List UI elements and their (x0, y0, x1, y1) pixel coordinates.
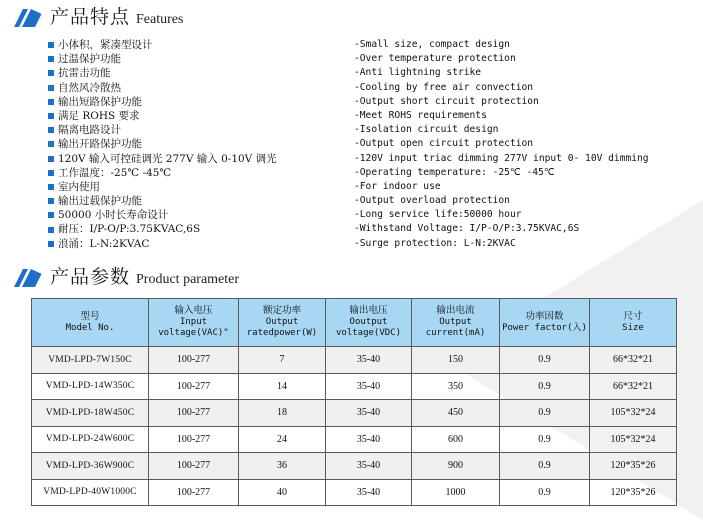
table-cell: 35-40 (326, 426, 412, 453)
table-cell: 150 (412, 347, 500, 374)
brand-logo-icon (14, 9, 44, 27)
table-cell: 35-40 (326, 347, 412, 374)
square-bullet-icon (48, 212, 54, 218)
table-row (32, 426, 677, 453)
table-cell: 0.9 (500, 479, 590, 506)
square-bullet-icon (48, 99, 54, 105)
square-bullet-icon (48, 85, 54, 91)
table-cell: 0.9 (500, 373, 590, 400)
table-cell: 100-277 (149, 373, 239, 400)
table-row (32, 453, 677, 480)
features-list-en (354, 38, 649, 251)
feature-item-en: -For indoor use (354, 180, 441, 192)
feature-item-en: -Output short circuit protection (354, 95, 539, 107)
feature-text-cn: 自然风冷散热 (58, 81, 121, 94)
column-header (239, 299, 326, 347)
params-title-en: Product parameter (136, 272, 240, 287)
column-header-en: Ooutput voltage(VDC) (335, 316, 402, 339)
table-cell: 600 (412, 426, 500, 453)
column-header-cn: 输出电流 (436, 305, 475, 317)
feature-item-en: -Over temperature protection (354, 53, 516, 65)
table-cell: 35-40 (326, 453, 412, 480)
table-cell: 350 (412, 373, 500, 400)
feature-item-en: -Meet ROHS requirements (354, 109, 487, 121)
feature-item-cn (48, 208, 348, 222)
table-cell: 0.9 (500, 453, 590, 480)
table-row (32, 373, 677, 400)
feature-item-cn (48, 194, 348, 208)
feature-text-cn: 浪涌：L-N:2KVAC (58, 237, 150, 250)
table-cell: 66*32*21 (590, 347, 677, 374)
feature-item-en: -120V input triac dimming 277V input 0- 10V dimming (354, 152, 649, 164)
feature-text-cn: 输出开路保护功能 (58, 138, 142, 151)
features-heading (14, 8, 183, 27)
column-header-cn: 型号 (80, 311, 100, 322)
column-header-cn: 输入电压 (174, 305, 213, 317)
feature-item-en: -Cooling by free air convection (354, 81, 534, 93)
square-bullet-icon (48, 70, 54, 76)
feature-text-cn: 室内使用 (58, 180, 100, 193)
table-cell: VMD-LPD-24W600C (32, 426, 149, 453)
table-cell: 66*32*21 (590, 373, 677, 400)
table-cell: 450 (412, 400, 500, 427)
table-cell: 120*35*26 (590, 453, 677, 480)
table-cell: 100-277 (149, 400, 239, 427)
table-cell: 24 (239, 426, 326, 453)
table-cell: 100-277 (149, 426, 239, 453)
table-cell: 0.9 (500, 347, 590, 374)
column-header-cn: 输出电压 (349, 305, 388, 317)
table-cell: 35-40 (326, 479, 412, 506)
feature-text-cn: 满足 ROHS 要求 (58, 109, 140, 122)
square-bullet-icon (48, 241, 54, 247)
column-header-en: Power factor(入) (502, 322, 587, 333)
params-title-cn: 产品参数 (50, 266, 131, 288)
square-bullet-icon (48, 56, 54, 62)
feature-item-cn (48, 66, 348, 80)
table-cell: VMD-LPD-7W150C (32, 347, 149, 374)
feature-item-en: -Operating temperature: -25℃ -45℃ (354, 166, 555, 178)
feature-text-cn: 耐压：I/P-O/P:3.75KVAC,6S (58, 223, 201, 236)
feature-item-en: -Surge protection: L-N:2KVAC (354, 237, 516, 249)
table-cell: 1000 (412, 479, 500, 506)
square-bullet-icon (48, 141, 54, 147)
column-header-en: Input voltage(VAC)" (158, 316, 229, 339)
feature-text-cn: 50000 小时长寿命设计 (58, 209, 169, 222)
square-bullet-icon (48, 113, 54, 119)
feature-item-cn (48, 52, 348, 66)
table-header-row (32, 299, 677, 347)
table-cell: 40 (239, 479, 326, 506)
feature-item-cn (48, 109, 348, 123)
feature-item-cn (48, 137, 348, 151)
feature-item-cn (48, 81, 348, 95)
features-title-en: Features (136, 12, 184, 27)
product-parameter-table (31, 298, 677, 506)
feature-item-en: -Withstand Voltage: I/P-O/P:3.75KVAC,6S (354, 223, 580, 235)
table-cell: 35-40 (326, 373, 412, 400)
brand-logo-icon (14, 269, 44, 287)
table-cell: VMD-LPD-18W450C (32, 400, 149, 427)
table-cell: 0.9 (500, 426, 590, 453)
column-header-en: Model No. (65, 322, 115, 333)
feature-item-en: -Long service life:50000 hour (354, 209, 522, 221)
table-cell: 0.9 (500, 400, 590, 427)
column-header-cn: 尺寸 (623, 311, 643, 322)
feature-item-cn (48, 166, 348, 180)
feature-text-cn: 抗雷击功能 (58, 67, 111, 80)
column-header (149, 299, 239, 347)
column-header (326, 299, 412, 347)
square-bullet-icon (48, 227, 54, 233)
feature-item-cn (48, 123, 348, 137)
square-bullet-icon (48, 170, 54, 176)
column-header-en: Output current(mA) (425, 316, 486, 339)
square-bullet-icon (48, 184, 54, 190)
feature-item-en: -Small size, compact design (354, 39, 510, 50)
table-cell: 14 (239, 373, 326, 400)
feature-text-cn: 小体积，紧凑型设计 (58, 39, 153, 51)
feature-text-cn: 输出过载保护功能 (58, 195, 142, 208)
column-header-cn: 额定功率 (262, 305, 301, 317)
table-cell: 36 (239, 453, 326, 480)
feature-item-cn (48, 152, 348, 166)
square-bullet-icon (48, 198, 54, 204)
table-cell: 120*35*26 (590, 479, 677, 506)
feature-text-cn: 过温保护功能 (58, 53, 121, 66)
feature-item-cn (48, 180, 348, 194)
feature-item-cn (48, 222, 348, 236)
column-header-en: Size (622, 322, 644, 333)
table-cell: 100-277 (149, 347, 239, 374)
feature-text-cn: 隔离电路设计 (58, 124, 121, 137)
column-header (500, 299, 590, 347)
feature-text-cn: 工作温度：-25℃ -45℃ (58, 166, 172, 179)
table-cell: VMD-LPD-36W900C (32, 453, 149, 480)
params-heading (14, 268, 239, 287)
table-row (32, 347, 677, 374)
column-header (32, 299, 149, 347)
table-row (32, 400, 677, 427)
table-cell: VMD-LPD-40W1000C (32, 479, 149, 506)
table-cell: VMD-LPD-14W350C (32, 373, 149, 400)
feature-item-en: -Output open circuit protection (354, 138, 534, 150)
table-cell: 105*32*24 (590, 400, 677, 427)
feature-item-en: -Output overload protection (354, 195, 510, 207)
table-cell: 900 (412, 453, 500, 480)
feature-text-cn: 120V 输入可控硅调光 277V 输入 0-10V 调光 (58, 152, 277, 165)
square-bullet-icon (48, 127, 54, 133)
table-row (32, 479, 677, 506)
feature-item-en: -Anti lightning strike (354, 67, 482, 79)
feature-item-cn (48, 237, 348, 251)
column-header-cn: 功率因数 (525, 311, 564, 322)
features-list-cn (48, 38, 348, 251)
table-cell: 18 (239, 400, 326, 427)
table-cell: 105*32*24 (590, 426, 677, 453)
table-cell: 35-40 (326, 400, 412, 427)
features-title-cn: 产品特点 (50, 6, 131, 28)
column-header (590, 299, 677, 347)
feature-text-cn: 输出短路保护功能 (58, 95, 142, 108)
column-header (412, 299, 500, 347)
feature-item-en: -Isolation circuit design (354, 124, 499, 136)
column-header-en: Output ratedpower(W) (246, 316, 318, 339)
square-bullet-icon (48, 42, 54, 48)
feature-item-cn (48, 38, 348, 52)
table-body (32, 347, 677, 506)
table-cell: 7 (239, 347, 326, 374)
square-bullet-icon (48, 156, 54, 162)
table-cell: 100-277 (149, 453, 239, 480)
table-cell: 100-277 (149, 479, 239, 506)
feature-item-cn (48, 95, 348, 109)
